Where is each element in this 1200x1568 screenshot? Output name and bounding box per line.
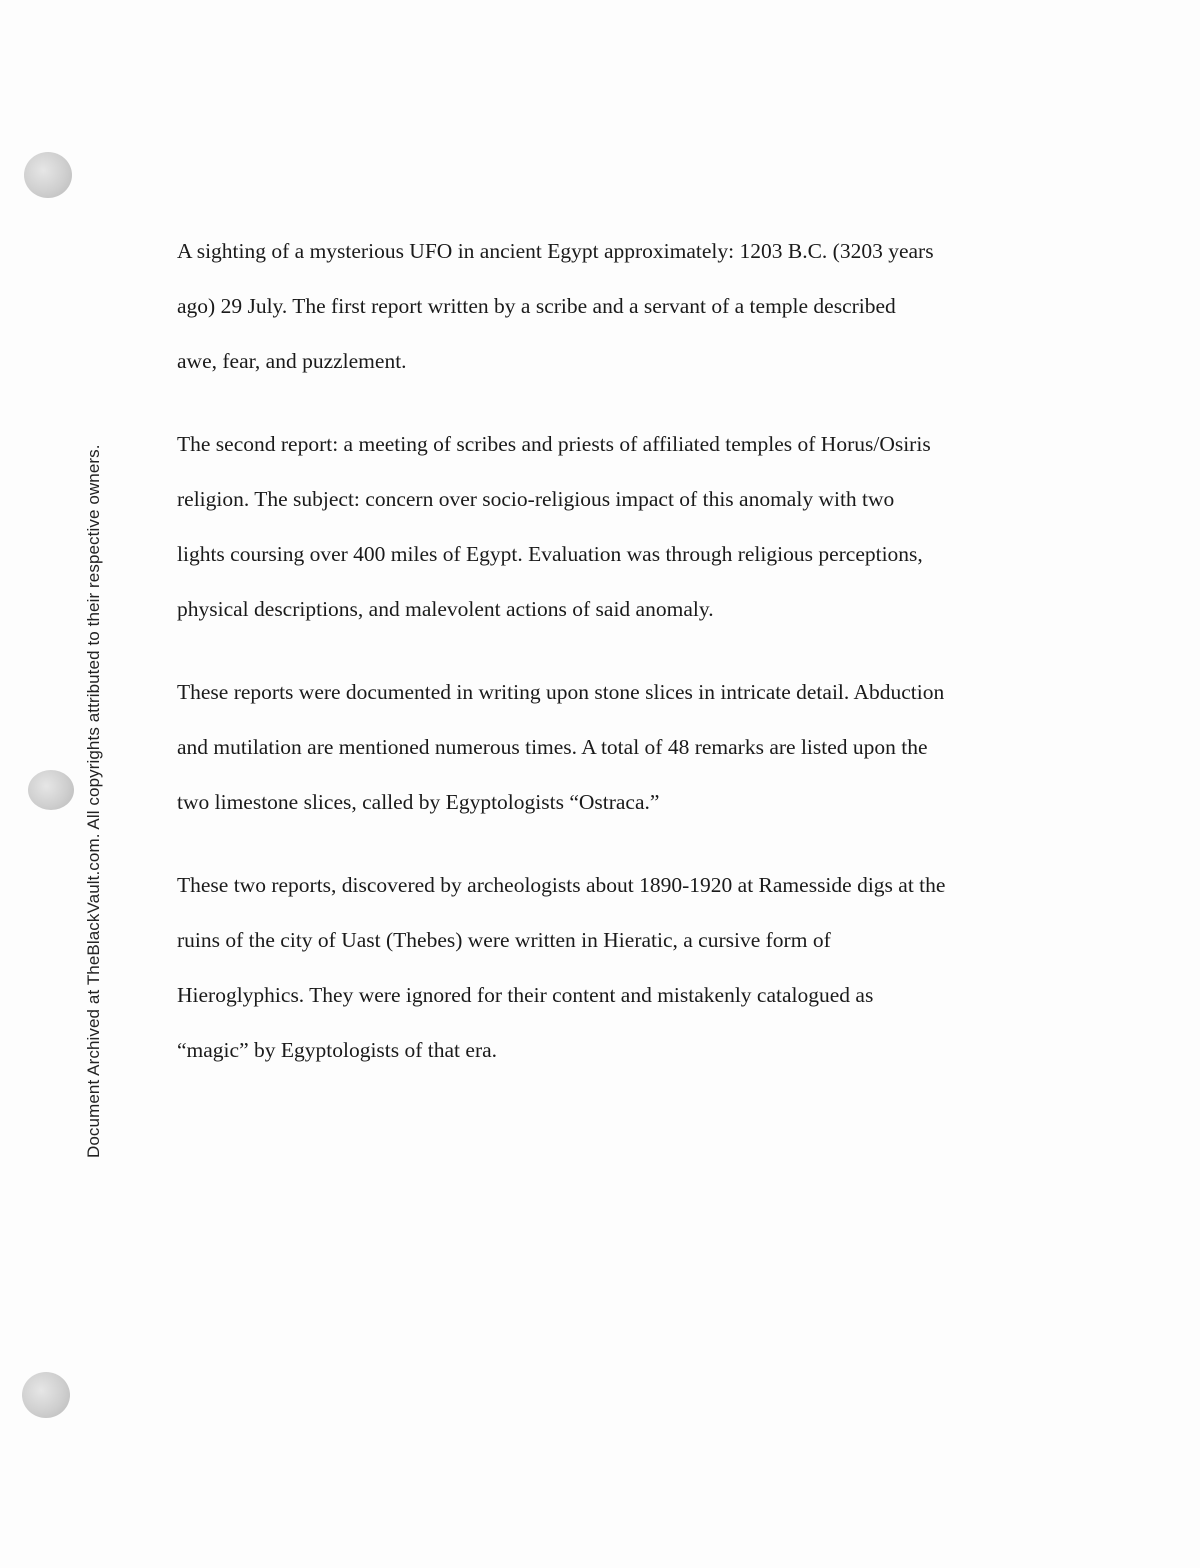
text-line: Hieroglyphics. They were ignored for their content and mistakenly catalogued as — [177, 983, 874, 1007]
text-line: The second report: a meeting of scribes and priests of affiliated temples of Horus/Osiris — [177, 432, 931, 456]
text-line: ago) 29 July. The first report written by a scribe and a servant of a temple described — [177, 294, 896, 318]
paragraph-second-report — [177, 425, 1047, 645]
paragraph-discovery — [177, 866, 1047, 1086]
text-line: physical descriptions, and malevolent actions of said anomaly. — [177, 597, 714, 621]
text-line: and mutilation are mentioned numerous times. A total of 48 remarks are listed upon the — [177, 735, 928, 759]
text-line: religion. The subject: concern over socio-religious impact of this anomaly with two — [177, 487, 895, 511]
paragraph-stone-slices — [177, 673, 1047, 838]
text-line: These two reports, discovered by archeologists about 1890-1920 at Ramesside digs at the — [177, 873, 946, 897]
paragraph-ufo-sighting — [177, 232, 1047, 397]
archive-watermark: Document Archived at TheBlackVault.com. All copyrights attributed to their respective owners. — [84, 444, 103, 1158]
text-line: awe, fear, and puzzlement. — [177, 349, 407, 373]
text-line: lights coursing over 400 miles of Egypt. Evaluation was through religious perceptions, — [177, 542, 923, 566]
punch-hole-bottom — [22, 1372, 70, 1418]
text-line: ruins of the city of Uast (Thebes) were written in Hieratic, a cursive form of — [177, 928, 831, 952]
text-line: two limestone slices, called by Egyptologists “Ostraca.” — [177, 790, 660, 814]
punch-hole-top — [24, 152, 72, 198]
document-body — [177, 232, 1047, 1114]
text-line: A sighting of a mysterious UFO in ancient Egypt approximately: 1203 B.C. (3203 years — [177, 239, 934, 263]
text-line: “magic” by Egyptologists of that era. — [177, 1038, 498, 1062]
punch-hole-middle — [28, 770, 74, 810]
text-line: These reports were documented in writing upon stone slices in intricate detail. Abduction — [177, 680, 945, 704]
